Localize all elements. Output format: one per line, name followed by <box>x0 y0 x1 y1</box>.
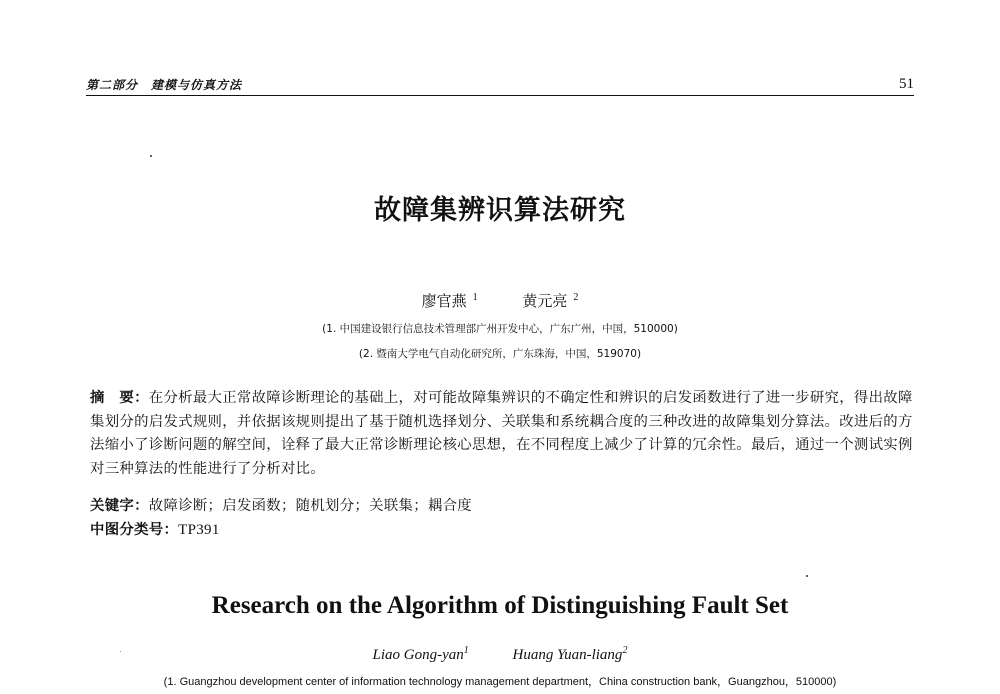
classification-label: 中图分类号： <box>90 522 179 538</box>
scan-speck <box>150 155 152 157</box>
affiliation-cn-2: (2. 暨南大学电气自动化研究所，广东珠海，中国，519070) <box>358 348 642 360</box>
paper-title-cn: 故障集辨识算法研究 <box>374 195 626 226</box>
paper-title-en: Research on the Algorithm of Distinguishing Fault Set <box>211 592 789 619</box>
affiliation-cn-1: (1. 中国建设银行信息技术管理部广州开发中心，广东广州，中国，510000) <box>322 323 678 335</box>
affiliation-marker: 2 <box>622 645 628 656</box>
classification-value: TP391 <box>178 522 220 538</box>
keywords-value: 故障诊断；启发函数；随机划分；关联集；耦合度 <box>148 498 472 514</box>
author-name: 廖官燕 <box>421 292 467 310</box>
author-en <box>513 647 628 663</box>
keywords-label: 关键字： <box>90 498 149 514</box>
authors-en <box>0 645 1000 664</box>
page-number: 51 <box>899 76 914 92</box>
running-header <box>86 76 914 96</box>
abstract-label: 摘 要： <box>90 390 149 406</box>
header-rule <box>86 95 914 96</box>
affiliation-marker: 1 <box>472 292 478 303</box>
abstract <box>90 387 916 481</box>
classification-line <box>90 518 916 539</box>
authors-cn <box>0 290 1000 311</box>
scan-speck <box>806 575 808 577</box>
author-cn <box>422 292 478 310</box>
author-name: Huang Yuan-liang <box>512 647 623 663</box>
affiliation-marker: 1 <box>463 645 469 656</box>
author-name: Liao Gong-yan <box>372 647 464 663</box>
author-cn <box>522 292 578 310</box>
abstract-text: 在分析最大正常故障诊断理论的基础上，对可能故障集辨识的不确定性和辨识的启发函数进行了进一步研究，得出故障集划分的启发式规则，并依据该规则提出了基于随机选择划分、关联集和系统耦合度的三种改进的故障集划分算法。改进后的方法缩小了诊断问题的解空间，诠释了最大正常诊断理论核心思想，在不同程度上减少了计算的冗余性。最后，通过一个测试实例对三种算法的性能进行了分析对比。 <box>90 390 913 477</box>
keywords-line <box>90 494 916 515</box>
section-label: 第二部分 建模与仿真方法 <box>86 78 243 92</box>
author-en <box>373 647 469 663</box>
affiliation-marker: 2 <box>573 292 579 303</box>
author-name: 黄元亮 <box>522 292 568 310</box>
affiliation-en-1: (1. Guangzhou development center of information technology management department，China construction bank，Guangzhou，510000) <box>163 676 837 688</box>
